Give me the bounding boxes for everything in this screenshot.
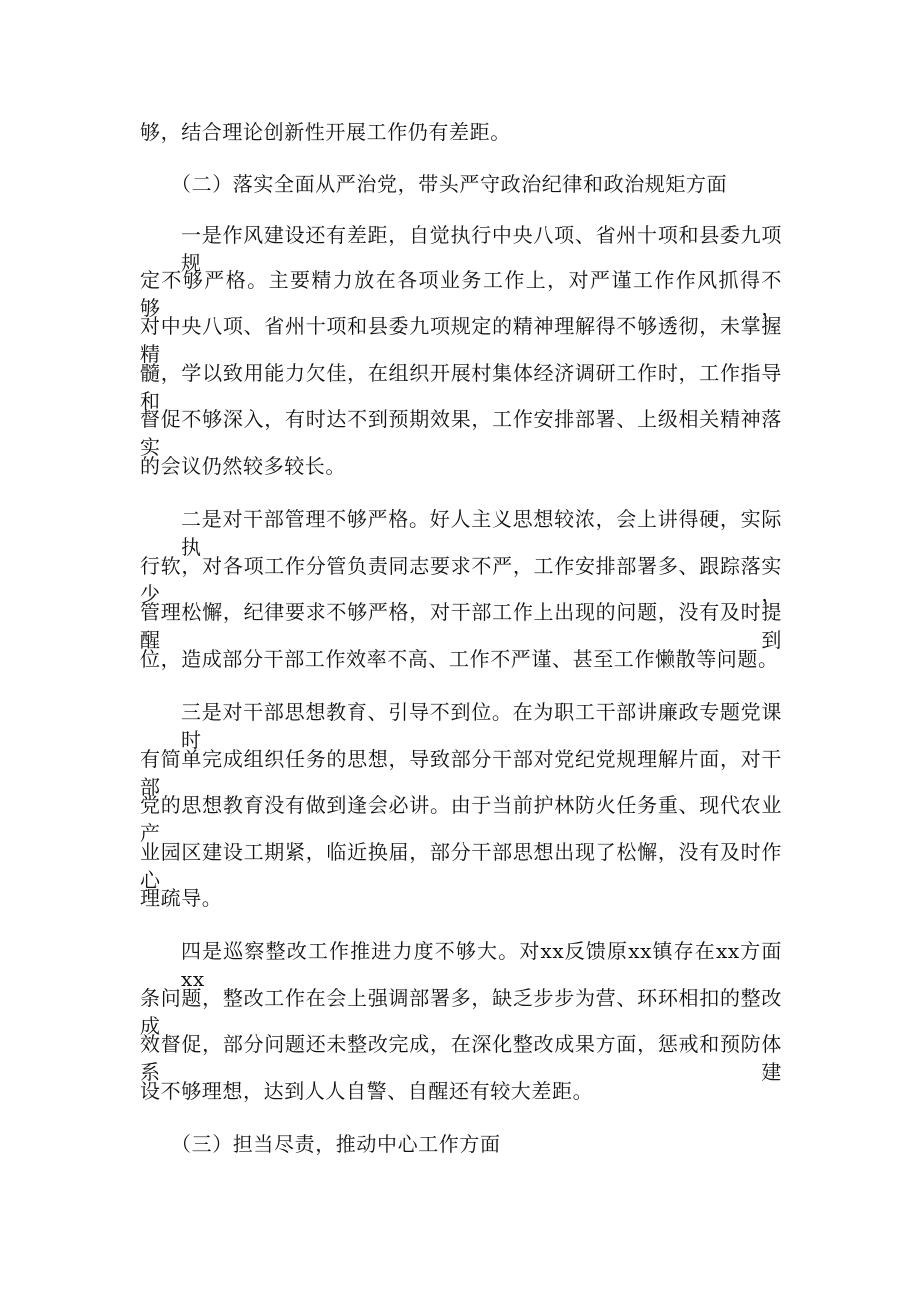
paragraph-line: 效督促，部分问题还未整改完成，在深化整改成果方面，惩戒和预防体系建 (140, 1032, 782, 1084)
paragraph-line: 定不够严格。主要精力放在各项业务工作上，对严谨工作作风抓得不够， (140, 268, 782, 320)
paragraph-line: 行软，对各项工作分管负责同志要求不严，工作安排部署多、跟踪落实少， (140, 554, 782, 606)
paragraph-line: 业园区建设工期紧，临近换届，部分干部思想出现了松懈，没有及时作心 (140, 840, 782, 892)
paragraph-line: 督促不够深入，有时达不到预期效果，工作安排部署、上级相关精神落实 (140, 407, 782, 459)
section-heading: （三）担当尽责，推动中心工作方面 (171, 1132, 501, 1156)
paragraph-line: 四是巡察整改工作推进力度不够大。对xx反馈原xx镇存在xx方面xx (181, 939, 782, 991)
paragraph-line: 设不够理想，达到人人自警、自醒还有较大差距。 (140, 1079, 594, 1103)
section-heading: （二）落实全面从严治党，带头严守政治纪律和政治规矩方面 (171, 172, 728, 196)
paragraph-line: 条问题，整改工作在会上强调部署多，缺乏步步为营、环环相扣的整改成 (140, 986, 782, 1038)
paragraph-line: 三是对干部思想教育、引导不到位。在为职工干部讲廉政专题党课时 (181, 700, 782, 752)
paragraph-line: 位，造成部分干部工作效率不高、工作不严谨、甚至工作懒散等问题。 (140, 647, 779, 671)
paragraph-line: 一是作风建设还有差距，自觉执行中央八项、省州十项和县委九项规 (181, 223, 782, 275)
paragraph-line: 对中央八项、省州十项和县委九项规定的精神理解得不够透彻，未掌握精 (140, 314, 782, 366)
paragraph-line: 的会议仍然较多较长。 (140, 454, 346, 478)
paragraph-line: 髓，学以致用能力欠佳，在组织开展村集体经济调研工作时，工作指导和 (140, 361, 782, 413)
paragraph-line: 二是对干部管理不够严格。好人主义思想较浓，会上讲得硬，实际执 (181, 507, 782, 559)
paragraph-line: 党的思想教育没有做到逢会必讲。由于当前护林防火任务重、现代农业产 (140, 793, 782, 845)
paragraph-line: 理疏导。 (140, 886, 223, 910)
paragraph-line: 够，结合理论创新性开展工作仍有差距。 (140, 120, 511, 144)
paragraph-line: 管理松懈，纪律要求不够严格，对干部工作上出现的问题，没有及时提醒到 (140, 600, 782, 652)
paragraph-line: 有简单完成组织任务的思想，导致部分干部对党纪党规理解片面，对干部 (140, 747, 782, 799)
